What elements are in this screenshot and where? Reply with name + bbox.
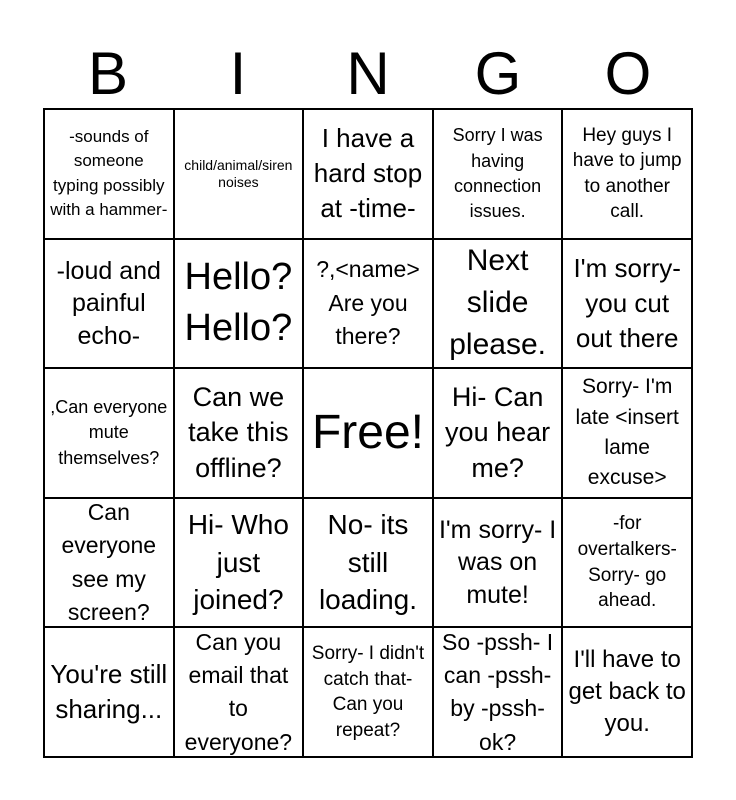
bingo-cell[interactable] [433, 239, 563, 369]
cell-text: Next slide please. [449, 244, 546, 362]
cell-text: Sorry- I'm late <insert lame excuse> [575, 375, 679, 490]
header-letter-n: N [346, 40, 390, 107]
bingo-cell[interactable] [433, 627, 563, 757]
bingo-cell[interactable] [44, 627, 174, 757]
bingo-cell[interactable] [562, 368, 692, 498]
header-letter-b: B [87, 40, 129, 107]
cell-text: I'll have to get back to you. [568, 645, 686, 738]
free-text: Free! [311, 406, 424, 460]
cell-text: Hello? Hello? [184, 256, 293, 350]
header-letter-o: O [604, 40, 652, 107]
bingo-cell[interactable] [562, 239, 692, 369]
bingo-cell[interactable] [303, 109, 433, 239]
bingo-header [43, 40, 693, 108]
cell-text: Can everyone see my screen? [61, 498, 157, 625]
bingo-cell[interactable] [44, 239, 174, 369]
cell-text: Hi- Can you hear me? [445, 382, 551, 483]
bingo-cell[interactable] [174, 109, 304, 239]
bingo-cell[interactable] [433, 109, 563, 239]
bingo-cell[interactable] [303, 498, 433, 628]
cell-text: child/animal/siren noises [184, 157, 293, 190]
cell-text: Hey guys I have to jump to another call. [572, 124, 682, 223]
bingo-cell[interactable] [433, 368, 563, 498]
bingo-cell-free[interactable] [303, 368, 433, 498]
bingo-cell[interactable] [562, 109, 692, 239]
bingo-cell[interactable] [562, 627, 692, 757]
cell-text: I'm sorry- you cut out there [573, 252, 681, 353]
bingo-cell[interactable] [303, 239, 433, 369]
cell-text: ,Can everyone mute themselves? [50, 397, 168, 468]
cell-text: Can we take this offline? [188, 382, 289, 483]
cell-text: -loud and painful echo- [56, 256, 161, 350]
bingo-cell[interactable] [174, 498, 304, 628]
bingo-cell[interactable] [174, 368, 304, 498]
bingo-cell[interactable] [174, 627, 304, 757]
cell-text: ?,<name> Are you there? [316, 256, 420, 350]
bingo-grid [43, 108, 693, 758]
cell-text: You're still sharing... [50, 659, 168, 725]
cell-text: -for overtalkers- Sorry- go ahead. [577, 513, 677, 612]
bingo-cell[interactable] [562, 498, 692, 628]
bingo-cell[interactable] [44, 498, 174, 628]
cell-text: Hi- Who just joined? [187, 508, 289, 616]
cell-text: No- its still loading. [318, 508, 418, 616]
cell-text: Sorry- I didn't catch that- Can you repeat? [311, 642, 425, 741]
cell-text: Sorry I was having connection issues. [452, 125, 543, 221]
bingo-cell[interactable] [174, 239, 304, 369]
cell-text: Can you email that to everyone? [184, 628, 293, 755]
header-letter-i: I [229, 40, 247, 107]
cell-text: I'm sorry- I was on mute! [438, 515, 557, 609]
bingo-cell[interactable] [433, 498, 563, 628]
bingo-cell[interactable] [303, 627, 433, 757]
bingo-cell[interactable] [44, 109, 174, 239]
header-letter-g: G [474, 40, 522, 107]
cell-text: -sounds of someone typing possibly with a hammer- [50, 126, 168, 220]
cell-text: I have a hard stop at -time- [313, 123, 423, 224]
bingo-cell[interactable] [44, 368, 174, 498]
cell-text: So -pssh- I can -pssh- by -pssh- ok? [441, 628, 554, 755]
